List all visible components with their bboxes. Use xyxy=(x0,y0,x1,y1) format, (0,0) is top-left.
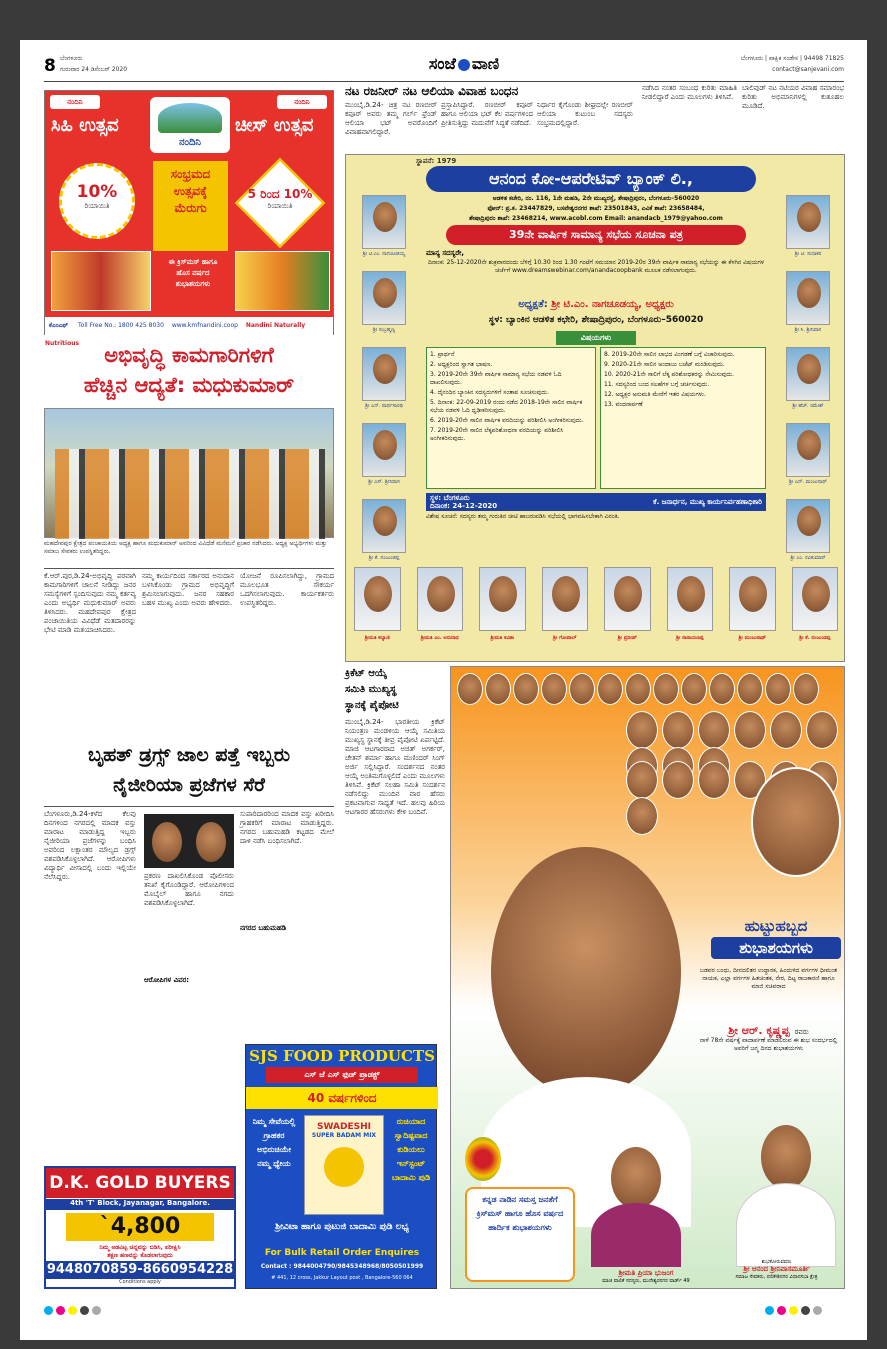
coop-president: ಶ್ರೀ ಟಿ.ಎಂ. ನಾಗಚೂಡಯ್ಯ, ಅಧ್ಯಕ್ಷರು xyxy=(551,299,674,310)
agenda-item: 13. ವಂದನಾರ್ಪಣೆ xyxy=(604,401,643,408)
agenda-item: 4. ದೈನಂದಿನ ಬ್ಯಾಂಕಿನ ಸದಸ್ಯರುಗಳಿಗೆ ಸಂತಾಪ ಸೂಚಿಸುವುದು. xyxy=(430,389,549,396)
director-name: ಶ್ರೀ ಗೋಪಾಲ್ xyxy=(552,635,577,641)
leader-portrait xyxy=(698,711,730,749)
anand-face xyxy=(761,1125,811,1189)
headline-cricket-line3: ಸ್ಥಾನಕ್ಕೆ ಪೈಪೋಟಿ xyxy=(345,700,399,711)
birthday-leader-grid xyxy=(451,667,846,837)
leader-portrait xyxy=(513,673,539,705)
sjs-right-text: ರುಚಿಯಾದ ಸ್ವಾದಿಷ್ಟವಾದ ಕುಡಿಯಲು ಇನ್‌ಸ್ಟಂಟ್ ಬಾದಾಮಿ ಪುಡಿ xyxy=(391,1117,431,1182)
agenda-item: 11. ಸದಸ್ಯರಿಂದ ಬಂದ ಸಲಹೆಗಳ ಬಗ್ಗೆ ಚರ್ಚಿಸುವುದು. xyxy=(604,381,710,388)
leader-portrait xyxy=(737,673,763,705)
director-portrait xyxy=(350,271,418,343)
director-face xyxy=(786,423,830,477)
leader-portrait xyxy=(625,673,651,705)
director-portrait xyxy=(475,567,530,657)
flower-bouquet-icon xyxy=(465,1137,501,1181)
coop-phones: ಫೋನ್: ಪ್ರ.ಕ. 23447829, ಬಸವೇಶ್ವರನಗರ ಶಾಖೆ: 23501843, ಎವಿಕೆ ಶಾಖೆ: 23658484, xyxy=(487,205,705,212)
sjs-left-text: ನಿಮ್ಮ ಸೇವೆಯಲ್ಲಿ ಗ್ರಾಹಕರ ಅಭಿರುಚಿಯೇ ನಮ್ಮ ಧ್ಯೇಯ xyxy=(252,1117,296,1168)
leader-portrait xyxy=(626,711,658,749)
headline-development xyxy=(44,340,334,402)
discount-left-sub: ರಿಯಾಯಿತಿ xyxy=(84,202,110,210)
sjs-title: SJS FOOD PRODUCTS xyxy=(249,1047,435,1065)
crowd-image xyxy=(55,449,325,539)
coop-bank-ad xyxy=(345,154,845,662)
birthday-title-line1: ಹುಟ್ಟುಹಬ್ಬದ xyxy=(744,917,808,935)
grey-dot xyxy=(92,1306,101,1315)
director-face xyxy=(786,499,830,553)
anand-name: ಶ್ರೀ ಆನಂದ ಶ್ರೀನಿವಾಸಮೂರ್ತಿ xyxy=(743,1265,810,1273)
anand-caption xyxy=(709,1259,844,1280)
coop-meeting-title: 39ನೇ ವಾರ್ಷಿಕ ಸಾಮಾನ್ಯ ಸಭೆಯ ಸೂಚನಾ ಪತ್ರ xyxy=(446,225,746,245)
magenta-dot xyxy=(56,1306,65,1315)
director-face xyxy=(792,567,839,631)
product-name: SWADESHI xyxy=(317,1122,371,1132)
director-name: ಶ್ರೀಮತಿ ಕವಿತಾ xyxy=(490,635,514,641)
registration-marks-left xyxy=(44,1300,144,1312)
director-portrait xyxy=(350,499,418,571)
director-name: ಶ್ರೀ ಎಂ. ರವಿಕುಮಾರ್ xyxy=(790,555,826,561)
coop-left-people xyxy=(346,155,422,561)
nandini-badge-left: ನಂದಿನಿ xyxy=(50,95,100,109)
wedding-col3: ನಿರ್ಧಾರ ಕೈಗೊಂಡು ಶೀಘ್ರದಲ್ಲೇ ರಣಬೀರ್ ಆಲಿಯಾ ಕುಟುಂಬ ಸದಸ್ಯರು ಸಂಭ್ರಮದಲ್ಲಿದ್ದಾರೆ. xyxy=(537,101,633,127)
gold-price: `4,800 xyxy=(66,1213,214,1241)
sjs-address: # 441, 12 cross, Jakkur Layout post , Bangalore-560 064 xyxy=(271,1275,413,1281)
anand-shirt xyxy=(736,1183,836,1267)
sjs-years: 40 ವರ್ಷಗಳಿಂದ xyxy=(246,1087,438,1109)
photo-caption: ಮಹದೇವಪುರ ಕ್ಷೇತ್ರದ ಪಂಚಾಯತಿಯ ಅಧ್ಯಕ್ಷ ಹಾಗೂ ಮಧುಕುಮಾರ್ ಅವರಿಂದ ವಿವಿಧೆಡೆ ಮನೆಮನೆ ಪ್ರಚಾರ ನಡೆಸಿದರು. ಅಧ್ಯಕ್ಷ ಅಭ್ಯರ್ಥಿಗಳು ಮತ್ತು ಸಮಾಜ ಸೇವಕರು ಉಪಸ್ಥಿತರಿದ್ದರು. xyxy=(44,540,327,555)
director-portrait xyxy=(774,499,842,571)
nandini-center-panel xyxy=(153,161,228,251)
rule xyxy=(44,806,334,807)
director-name: ಶ್ರೀ ನಾರಾಯಣಪ್ಪ xyxy=(675,635,704,641)
agenda-item: 3. 2019-20ನೇ 39ನೇ ವಾರ್ಷಿಕ ಸಾಮಾನ್ಯ ಸಭೆಯ ನಡವಳಿ ಓದಿ ದಾಖಲಿಸುವುದು. xyxy=(430,371,562,386)
gold-phone: 9448070859-8660954228 xyxy=(46,1262,234,1277)
nandini-center-line3: ಮೆರುಗು xyxy=(174,201,207,215)
director-face xyxy=(542,567,589,631)
nandini-sub1: ಈ ಕ್ರಿಸ್‌ಮಸ್ ಹಾಗೂ xyxy=(168,258,218,266)
article-drugs-col2: ಪ್ರಕರಣ ದಾಖಲಿಸಿಕೊಂಡ ಪೊಲೀಸರು ತನಿಖೆ ಕೈಗೊಂಡಿದ್ದಾರೆ. ಆರೋಪಿಗಳಿಂದ ಮೊಬೈಲ್ ಹಾಗೂ ನಗದು ವಶಪಡಿಸಿಕೊಳ್ಳಲಾಗಿದೆ. xyxy=(144,872,234,907)
article-dev-col1: ಕೆ.ಆರ್.ಪುರ,ಡಿ.24-ಅಭಿವೃದ್ಧಿ ಪರವಾಗಿ ಕಾಮಗಾರಿಗಳಿಗೆ ಚಾಲನೆ ನೀಡಿದ್ದು ಜನರ ಸಮಸ್ಯೆಗಳಿಗೆ ಸ್ಪಂದಿಸುವುದು ನಮ್ಮ ಕರ್ತವ್ಯ ಎಂದು ಅಭ್ಯರ್ಥಿ ಮಧುಕುಮಾರ್ ಅವರು ತಿಳಿಸಿದರು. ಮಹದೇವಪುರ ಕ್ಷೇತ್ರದ ಪಂಚಾಯಿತಿಯ ವಿವಿಧೆಡೆ ಮತದಾರರನ್ನು ಭೇಟಿ ಮಾಡಿ ಮತಯಾಚಿಸಿದರು. xyxy=(44,572,136,634)
nandini-tagline: Nandini Naturally Nutritious xyxy=(45,322,306,347)
headline-cricket-line2: ಸಮಿತಿ ಮುಖ್ಯಸ್ಥ xyxy=(345,684,397,695)
director-name: ಶ್ರೀ ಪ್ರದೀಪ್ xyxy=(617,635,637,641)
nandini-right-title: ಚೀಸ್ ಉತ್ಸವ xyxy=(235,115,314,136)
leader-portrait xyxy=(681,673,707,705)
article-dev-col2: ನಮ್ಮ ಕಾರ್ಯದಿಂದ ಸರ್ಕಾರದ ಅನುದಾನ ಬಳಸಿಕೊಂಡು ಗ್ರಾಮದ ಅಭಿವೃದ್ಧಿಗೆ ಶ್ರಮಿಸಲಾಗುವುದು. ಜನರ ಸಹಕಾರ ಬಹಳ ಮುಖ್ಯ ಎಂದು ಅವರು ಹೇಳಿದರು. xyxy=(142,572,234,607)
wedding-col2: ಪ್ರಸ್ತಾಪಿಸಿದ್ದಾರೆ. ರಣಬೀರ್ ಕಪೂರ್ ಹಾಗೂ ಆಲಿಯಾ ಭಟ್ ಕೆಲ ವರ್ಷಗಳಿಂದ ಪ್ರೀತಿಸುತ್ತಿದ್ದು ಮದುವೆಗೆ ಸಿದ್ಧತೆ ನಡೆದಿದೆ. xyxy=(441,101,533,127)
nandini-sub3: ಶುಭಾಶಯಗಳು xyxy=(175,280,211,288)
priya-saree xyxy=(591,1203,681,1267)
rule xyxy=(44,568,334,569)
agenda-item: 7. 2019-20ನೇ ಸಾಲಿನ ಲೆಕ್ಕಪರಿಶೋಧನಾ ವರದಿಯನ್ನು ಪರಿಶೀಲಿಸಿ ಅಂಗೀಕರಿಸುವುದು. xyxy=(430,427,564,442)
birthday-ad xyxy=(450,666,845,1289)
nandini-ad xyxy=(44,90,334,347)
logo-right: ವಾಣಿ xyxy=(471,54,500,73)
birthday-name-row xyxy=(696,1019,841,1038)
article-drugs-col1: ಬೆಂಗಳೂರು,ಡಿ.24-ಕಳೆದ ಕೆಲವು ದಿನಗಳಿಂದ ನಗರದಲ್ಲಿ ಮಾದಕ ವಸ್ತು ಮಾರಾಟ ಮಾಡುತ್ತಿದ್ದ ಇಬ್ಬರು ನೈಜೀರಿಯಾ ಪ್ರಜೆಗಳನ್ನು ಬಂಧಿಸಿ ಅವರಿಂದ ಲಕ್ಷಾಂತರ ಮೌಲ್ಯದ ಡ್ರಗ್ಸ್ ವಶಪಡಿಸಿಕೊಳ್ಳಲಾಗಿದೆ. ಆರೋಪಿಗಳು ವಿದ್ಯಾರ್ಥಿ ವೀಸಾದಲ್ಲಿ ಬಂದು ಇಲ್ಲಿಯೇ ನೆಲೆಸಿದ್ದರು. xyxy=(44,810,136,881)
nandini-center-line2: ಉತ್ಸವಕ್ಕೆ xyxy=(173,184,208,198)
gold-conditions: Conditions apply xyxy=(119,1279,161,1285)
leader-portrait xyxy=(569,673,595,705)
article-drugs-col3: ಸುಪಾರಿದಾರರಿಂದ ಮಾದಕ ವಸ್ತು ಖರೀದಿಸಿ ಗ್ರಾಹಕರಿಗೆ ಮಾರಾಟ ಮಾಡುತ್ತಿದ್ದರು. ನಗರದ ಬಹುಮಹಡಿ ಕಟ್ಟಡದ ಮೇಲೆ ದಾಳಿ ನಡೆಸಿ ಬಂಧಿಸಲಾಗಿದೆ. xyxy=(240,810,334,845)
coop-venue-row xyxy=(426,315,766,325)
director-name: ಶ್ರೀ ಕೆ. ನಂಜುಂಡಪ್ಪ xyxy=(368,555,400,561)
agenda-right-list xyxy=(604,351,762,409)
krishnappa-face xyxy=(491,847,681,1097)
accused-photo xyxy=(144,814,234,868)
director-name: ಶ್ರೀ ಟಿ. ಸುಧಾಕರ xyxy=(794,251,822,257)
coop-place: ಸ್ಥಳ: ಬೆಂಗಳೂರು xyxy=(430,494,470,502)
product-sub: SUPER BADAM MIX xyxy=(311,1132,377,1139)
director-name: ಶ್ರೀ ಕೆ. ನಂಜುಂಡಪ್ಪ xyxy=(799,635,831,641)
sjs-contact: Contact : 9844004790/9845348968/8050501999 xyxy=(260,1263,424,1270)
agenda-left-list xyxy=(430,351,592,443)
director-face xyxy=(479,567,526,631)
discount-left-badge xyxy=(59,163,135,239)
headline-drugs xyxy=(44,740,334,802)
black-dot xyxy=(80,1306,89,1315)
agenda-item: 12. ಅಧ್ಯಕ್ಷರ ಅನುಮತಿ ಮೇರೆಗೆ ಇತರ ವಿಷಯಗಳು. xyxy=(604,391,706,398)
leader-portrait xyxy=(653,673,679,705)
gold-note1: ನಿಮ್ಮ ಅಡವಿಟ್ಟ ಚಿನ್ನವನ್ನು ಬಿಡಿಸಿ, ಪರೀಕ್ಷಿಸಿ xyxy=(99,1244,181,1251)
cow-logo-icon xyxy=(158,103,222,133)
sjs-subtitle: ಎಸ್ ಜೆ ಎಸ್ ಫುಡ್ ಪ್ರಾಡಕ್ಟ್ xyxy=(266,1067,418,1083)
coop-president-row xyxy=(426,299,766,310)
cyan-dot xyxy=(765,1306,774,1315)
priya-portrait xyxy=(591,1147,681,1267)
subhead-bureau: ನಗರದ ಬಹುಮಹಡಿ xyxy=(240,924,287,932)
birthday-age-text: ನಾಳೆ 78ನೇ ವರ್ಷಕ್ಕೆ ಪಾದಾರ್ಪಣೆ ಮಾಡಲಿರುವ ಈ ಶುಭ ಸಂದರ್ಭದಲ್ಲಿ ಅವರಿಗೆ ಜನ್ಮ ದಿನದ ಶುಭಾಶಯಗಳು xyxy=(699,1037,838,1052)
director-name: ಶ್ರೀ ಎನ್. ಪಾರ್ಥಸಾರಥಿ xyxy=(365,403,403,409)
director-face xyxy=(354,567,401,631)
coop-signature-bar xyxy=(426,493,766,511)
leader-portrait xyxy=(698,761,730,799)
nandini-footer xyxy=(45,317,333,347)
coop-notice: ದಿನಾಂಕ: 25-12-2020ನೇ ಶುಕ್ರವಾರದಂದು ಬೆಳಿಗ್ಗೆ 10.30 ರಿಂದ 1.30 ಗಂಟೆಗೆ ಸಮಯಾನ 2019-20ರ 39ನೇ ವಾರ್ಷಿಕ ಸಾಮಾನ್ಯ ಸಭೆಯನ್ನು ಈ ಕೆಳಗಿನ ವಿಷಯಗಳ ಚರ್ಚೆಗೆ www.dreamswebinar.com/anandacoopbank ಮೂಲಕ ನಡೆಸಲಾಗುವುದು. xyxy=(427,259,765,274)
discount-right-sub: ರಿಯಾಯಿತಿ xyxy=(267,202,293,210)
subhead-arrest: ಆರೋಪಿಗಳ ವಿವರ: xyxy=(144,976,190,984)
coop-members: ಮಾನ್ಯ ಸದಸ್ಯರೇ, xyxy=(426,249,465,257)
director-portrait xyxy=(350,195,418,267)
sweets-image xyxy=(51,251,151,311)
director-face xyxy=(417,567,464,631)
page-number: 8 xyxy=(44,56,56,76)
headline-development-line2: ಹೆಚ್ಚಿನ ಆದ್ಯತೆ: ಮಧುಕುಮಾರ್ xyxy=(83,373,295,397)
leader-portrait xyxy=(709,673,735,705)
nandini-logo xyxy=(150,97,230,153)
article-dev-col3: ಯೋಜನೆ ರೂಪಿಸಲಾಗಿದ್ದು, ಗ್ರಾಮದ ಮೂಲಭೂತ ಸೌಕರ್ಯ ಒದಗಿಸಲಾಗುವುದು. ಕಾರ್ಯಕರ್ತರು ಉಪಸ್ಥಿತರಿದ್ದರು. xyxy=(240,572,334,607)
coop-signatory: ಕೆ. ಜನಾರ್ಧನ, ಮುಖ್ಯ ಕಾರ್ಯನಿರ್ವಹಣಾಧಿಕಾರಿ xyxy=(653,498,762,506)
anand-label: ಶುಭಕೋರುವವರು xyxy=(761,1259,792,1265)
priya-caption xyxy=(586,1269,706,1284)
yellow-dot xyxy=(68,1306,77,1315)
director-face xyxy=(362,271,406,325)
priya-face xyxy=(611,1147,661,1209)
director-face xyxy=(362,423,406,477)
masthead-email: contact@sanjevani.com xyxy=(772,66,844,73)
gold-address: 4th 'T' Block, Jayanagar, Bangalore. xyxy=(46,1199,234,1210)
leader-portrait-large xyxy=(751,767,841,877)
birthday-desc: ಬಡವರ ಬಂಧು, ದೀನದಲಿತರ ಉದ್ಧಾರಕ, ಹಿಂದುಳಿದ ವರ್ಗಗಳ ಧೀಮಂತ ನಾಯಕ, ಎಲ್ಲಾ ವರ್ಗಗಳ ಹಿತಚಿಂತಕ, ನೇರ, ದಿಟ್ಟ ರಾಜಕಾರಣಿ ಹಾಗೂ ಮಾಜಿ ಸಚಿವರಾದ xyxy=(699,967,838,990)
coop-agenda-right xyxy=(600,347,766,489)
gold-ad xyxy=(44,1166,236,1289)
logo-left: ಸಂಜೆ xyxy=(428,54,456,73)
birthday-title-line2: ಶುಭಾಶಯಗಳು xyxy=(711,937,841,959)
director-name: ಶ್ರೀ ಸಿ. ಶ್ರೀನಿವಾಸ xyxy=(794,327,822,333)
director-name: ಶ್ರೀ ಮಂಜುನಾಥ್ xyxy=(738,635,766,641)
priya-name: ಶ್ರೀಮತಿ ಪ್ರಿಯಾ ಭುಜಂಗ xyxy=(618,1269,674,1277)
leader-portrait xyxy=(770,711,802,749)
birthday-title xyxy=(711,915,841,959)
director-face xyxy=(729,567,776,631)
accused-2-face xyxy=(196,822,226,862)
director-face xyxy=(786,271,830,325)
nandini-brand: ನಂದಿನಿ xyxy=(178,137,201,148)
headline-cricket-line1: ಕ್ರಿಕೆಟ್ ಆಯ್ಕೆ xyxy=(345,668,387,679)
coop-agenda-title: ವಿಷಯಗಳು xyxy=(556,331,636,345)
masthead xyxy=(44,52,844,82)
agenda-item: 2. ಅಧ್ಯಕ್ಷರಿಂದ ಸ್ವಾಗತ ಭಾಷಣ. xyxy=(430,361,493,368)
director-portrait xyxy=(774,423,842,495)
campaign-photo xyxy=(44,408,334,538)
cricket-body: ಮುಂಬೈ,ಡಿ.24- ಭಾರತೀಯ ಕ್ರಿಕೆಟ್ ನಿಯಂತ್ರಣ ಮಂಡಳಿಯ ಆಯ್ಕೆ ಸಮಿತಿಯ ಮುಖ್ಯಸ್ಥ ಸ್ಥಾನಕ್ಕೆ ತೀವ್ರ ಪೈಪೋಟಿ ಏರ್ಪಟ್ಟಿದೆ. ಮಾಜಿ ಆಟಗಾರರಾದ ಅಜಿತ್ ಅಗರ್ಕರ್, ಚೇತನ್ ಶರ್ಮಾ ಹಾಗೂ ಮಣಿಂದರ್ ಸಿಂಗ್ ಅರ್ಜಿ ಸಲ್ಲಿಸಿದ್ದಾರೆ. ಸಂದರ್ಶನದ ನಂತರ ಆಯ್ಕೆ ಅಂತಿಮಗೊಳ್ಳಲಿದೆ ಎಂದು ಮೂಲಗಳು ತಿಳಿಸಿವೆ. ಕ್ರಿಕೆಟ್ ಸಲಹಾ ಸಮಿತಿ ಸಂದರ್ಶನ ನಡೆಸಲಿದ್ದು ಮುಂದಿನ ವಾರ ಹೆಸರು ಪ್ರಕಟವಾಗುವ ಸಾಧ್ಯತೆ ಇದೆ. ಹಲವು ಹಿರಿಯ ಆಟಗಾರರ ಹೆಸರುಗಳು ಕೇಳಿ ಬಂದಿವೆ. xyxy=(345,718,445,816)
masthead-right-top: ಬೆಂಗಳೂರು | ಪಾಕ್ಷಿಕ ಸಂಡೇಸ | 94498 71825 xyxy=(740,55,844,62)
coop-title: ಆನಂದ ಕೋ-ಆಪರೇಟಿವ್ ಬ್ಯಾಂಕ್ ಲಿ., xyxy=(426,166,756,192)
director-portrait xyxy=(774,347,842,419)
director-name: ಶ್ರೀ ಸುಬ್ರಹ್ಮಣ್ಯ xyxy=(372,327,396,333)
headline-drugs-line1: ಬೃಹತ್ ಡ್ರಗ್ಸ್ ಜಾಲ ಪತ್ತೆ ಇಬ್ಬರು xyxy=(87,744,291,766)
discount-right-text xyxy=(242,187,318,211)
coop-venue-label: ಸ್ಥಳ: xyxy=(488,315,503,325)
director-portrait xyxy=(788,567,843,657)
kmf-label: ಕೆಎಂಎಫ್ xyxy=(49,322,69,329)
newspaper-page xyxy=(20,40,867,1340)
director-face xyxy=(786,347,830,401)
grey-dot xyxy=(813,1306,822,1315)
headline-cricket xyxy=(345,666,445,714)
headline-drugs-line2: ನೈಜೀರಿಯಾ ಪ್ರಜೆಗಳ ಸೆರೆ xyxy=(113,774,265,796)
birthday-name-suffix: ರವರು xyxy=(794,1028,809,1036)
leader-portrait xyxy=(662,761,694,799)
sjs-tagline: ಶ್ರೀವಿಟಾ ಹಾಗೂ ಪುಟುಜಿ ಬಾದಾಮಿ ಪುಡಿ ಲಭ್ಯ xyxy=(275,1222,409,1232)
nandini-left-title: ಸಿಹಿ ಉತ್ಸವ xyxy=(51,115,119,136)
discount-left: 10% xyxy=(76,182,118,202)
anand-title: ಸಮಾಜ ಸೇವಕರು, ಪಲಿಕೇಶಿನಗರ ವಿಧಾನಸಭಾ ಕ್ಷೇತ್ರ xyxy=(735,1274,818,1280)
agenda-item: 8. 2019-20ನೇ ಸಾಲಿನ ಲಾಭದ ವಿಂಗಡಣೆ ಬಗ್ಗೆ ವಿಚಾರಿಸುವುದು. xyxy=(604,351,735,358)
headline-wedding: ನಟ ರಜನೀರ್ ನಟ ಆಲಿಯಾ ವಿವಾಹ ಬಂಧನ xyxy=(345,84,519,98)
coop-venue: ಬ್ಯಾಂಕಿನ ಆಡಳಿತ ಕಛೇರಿ, ಶೇಷಾದ್ರಿಪುರಂ, ಬೆಂಗಳೂರು–560020 xyxy=(506,315,704,325)
director-portrait xyxy=(350,567,405,657)
nandini-sub2: ಹೊಸ ವರ್ಷದ xyxy=(176,269,210,277)
director-face xyxy=(362,347,406,401)
agenda-item: 9. 2020-21ನೇ ಸಾಲಿನ ಅಂದಾಜು ಬಜೆಟ್ ಮಂಡಿಸುವುದು. xyxy=(604,361,725,368)
agenda-item: 6. 2019-20ನೇ ಸಾಲಿನ ವಾರ್ಷಿಕ ವರದಿಯನ್ನು ಪರಿಶೀಲಿಸಿ ಅಂಗೀಕರಿಸುವುದು. xyxy=(430,417,584,424)
anand-portrait xyxy=(736,1125,836,1267)
masthead-city: ಬೆಂಗಳೂರು xyxy=(60,55,83,62)
director-portrait xyxy=(413,567,468,657)
director-face xyxy=(786,195,830,249)
director-name: ಶ್ರೀಮತಿ ಎಂ. ಅನುರಾಧ xyxy=(420,635,459,641)
director-portrait xyxy=(774,271,842,343)
director-portrait xyxy=(350,347,418,419)
director-name: ಶ್ರೀ ಎಸ್. ಶ್ರೀನಿವಾಸ xyxy=(368,479,400,485)
coop-president-label: ಅಧ್ಯಕ್ಷತೆ: xyxy=(518,299,548,310)
leader-portrait xyxy=(806,711,838,749)
leader-portrait xyxy=(662,711,694,749)
toll-free: Toll Free No.: 1800 425 8030 xyxy=(78,322,164,329)
nandini-badge-right: ನಂದಿನಿ xyxy=(277,95,327,109)
leader-portrait xyxy=(597,673,623,705)
director-portrait xyxy=(774,195,842,267)
discount-right: 5 ರಿಂದ 10% xyxy=(247,187,313,201)
director-portrait xyxy=(600,567,655,657)
magenta-dot xyxy=(777,1306,786,1315)
director-name: ಶ್ರೀ ಹೆಚ್. ರಮೇಶ್ xyxy=(792,403,824,409)
cyan-dot xyxy=(44,1306,53,1315)
leader-portrait xyxy=(457,673,483,705)
wedding-col4: ನಡೆಸಿದ ನಂತರ ಸಂಬಂಧ ಕುರಿತು ಮಾಹಿತಿ ನೀಡಲಿದ್ದಾರೆ ಎಂದು ಮೂಲಗಳು ತಿಳಿಸಿವೆ. xyxy=(642,84,737,101)
director-portrait xyxy=(538,567,593,657)
agenda-item: 1. ಪ್ರಾರ್ಥನೆ xyxy=(430,351,455,358)
agenda-item: 5. ದಿನಾಂಕ: 22-09-2019 ರಂದು ನಡೆದ 2018-19ನೇ ಸಾಲಿನ ವಾರ್ಷಿಕ ಸಭೆಯ ನಡವಳಿ ಓದಿ ಧೃಢೀಕರಿಸುವುದು. xyxy=(430,399,583,414)
nandini-center-line1: ಸಂಭ್ರಮದ xyxy=(170,167,211,181)
coop-bottom-people xyxy=(346,563,846,661)
gold-title: D.K. GOLD BUYERS xyxy=(46,1168,234,1198)
masthead-date: ಗುರುವಾರ 24 ಡಿಸೆಂಬರ್ 2020 xyxy=(60,66,128,73)
coop-right-people xyxy=(770,155,846,561)
director-portrait xyxy=(663,567,718,657)
coop-date: ದಿನಾಂಕ: 24-12-2020 xyxy=(430,502,498,510)
birthday-name: ಶ್ರೀ ಆರ್. ಕೃಷ್ಣಪ್ಪ xyxy=(728,1024,790,1037)
leader-portrait xyxy=(626,761,658,799)
globe-icon xyxy=(458,59,470,71)
director-name: ಶ್ರೀ ಎನ್. ಮಂಜುನಾಥ್ xyxy=(788,479,828,485)
coop-notes: ವಿಶೇಷ ಸೂಚನೆ: ಸದಸ್ಯರು ತಮ್ಮ ಗುರುತಿನ ಚೀಟಿ ಹಾಜರುಪಡಿಸಿ ಸಭೆಯಲ್ಲಿ ಭಾಗವಹಿಸಬೇಕಾಗಿ ವಿನಂತಿ. xyxy=(426,513,620,520)
coop-estd: ಸ್ಥಾಪನೆ: 1979 xyxy=(416,157,457,165)
wedding-col1: ಮುಂಬೈ,ಡಿ.24- ಚಿತ್ರ ನಟ ರಣಬೀರ್ ಕಪೂರ್ ಅವರು ತಮ್ಮ ಗರ್ಲ್ ಫ್ರೆಂಡ್ ಆಲಿಯಾ ಭಟ್ ಅವರೊಂದಿಗೆ ವಿವಾಹವಾಗಲಿದ್ದಾರೆ. xyxy=(345,101,437,136)
director-face xyxy=(604,567,651,631)
leader-portrait xyxy=(626,797,658,835)
coop-agenda-left xyxy=(426,347,596,489)
headline-development-line1: ಅಭಿವೃದ್ಧಿ ಕಾಮಗಾರಿಗಳಿಗೆ xyxy=(104,343,274,367)
nandini-greeting xyxy=(153,257,233,290)
leader-portrait xyxy=(765,673,791,705)
director-name: ಶ್ರೀ ಟಿ.ಎಂ. ನಾಗಚೂಡಯ್ಯ xyxy=(362,251,406,257)
coop-address: ಆಡಳಿತ ಕಚೇರಿ, ನಂ. 116, 1ನೇ ಮಹಡಿ, 2ನೇ ಮುಖ್ಯರಸ್ತೆ, ಶೇಷಾದ್ರಿಪುರಂ, ಬೆಂಗಳೂರು–560020 xyxy=(492,195,700,202)
agenda-item: 10. 2020-21ನೇ ಸಾಲಿಗೆ ಲೆಕ್ಕ ಪರಿಶೋಧಕರನ್ನು ನೇಮಿಸುವುದು. xyxy=(604,371,735,378)
accused-1-face xyxy=(152,822,182,862)
birthday-greeting-box: ಕನ್ನಡ ನಾಡಿನ ಸಮಸ್ತ ಜನತೆಗೆ ಕ್ರಿಸ್‌ಮಸ್ ಹಾಗೂ ಹೊಸ ವರ್ಷದ ಹಾರ್ದಿಕ ಶುಭಾಶಯಗಳು xyxy=(465,1187,575,1282)
leader-portrait xyxy=(541,673,567,705)
masthead-logo xyxy=(394,54,534,78)
priya-title: ಮಾಜಿ ಪಾಲಿಕೆ ಸದಸ್ಯರು, ಮುನೇಶ್ವರನಗರ ವಾರ್ಡ್ 49 xyxy=(602,1278,690,1284)
director-portrait xyxy=(350,423,418,495)
kmf-web: www.kmfnandini.coop xyxy=(171,322,238,329)
director-portrait xyxy=(725,567,780,657)
black-dot xyxy=(801,1306,810,1315)
sjs-bulk: For Bulk Retail Order Enquires xyxy=(264,1248,420,1258)
wedding-col5: ಬಾಲಿವುಡ್ ನಟ ನಟಿಯರ ವಿವಾಹ ಸಮಾರಂಭ ಕುರಿತು ಅಭಿಮಾನಿಗಳಲ್ಲಿ ಕುತೂಹಲ ಮೂಡಿದೆ. xyxy=(742,84,844,110)
yellow-dot xyxy=(789,1306,798,1315)
leader-portrait xyxy=(793,673,819,705)
gold-note2: ತಕ್ಷಣ ಹಣವನ್ನು ಕೊಡಲಾಗುವುದು xyxy=(107,1252,173,1259)
registration-marks-right xyxy=(765,1300,865,1312)
director-name: ಶ್ರೀಮತಿ ಕಲ್ಯಾಣಿ xyxy=(364,635,390,641)
leader-portrait xyxy=(485,673,511,705)
director-face xyxy=(667,567,714,631)
director-face xyxy=(362,499,406,553)
cheese-image xyxy=(235,251,330,311)
director-face xyxy=(362,195,406,249)
coop-email: ಶೇಷಾದ್ರಿಪುರಂ ಶಾಖೆ: 23468214, www.acobl.com Email: anandacb_1979@yahoo.com xyxy=(469,215,723,222)
leader-portrait xyxy=(734,711,766,749)
